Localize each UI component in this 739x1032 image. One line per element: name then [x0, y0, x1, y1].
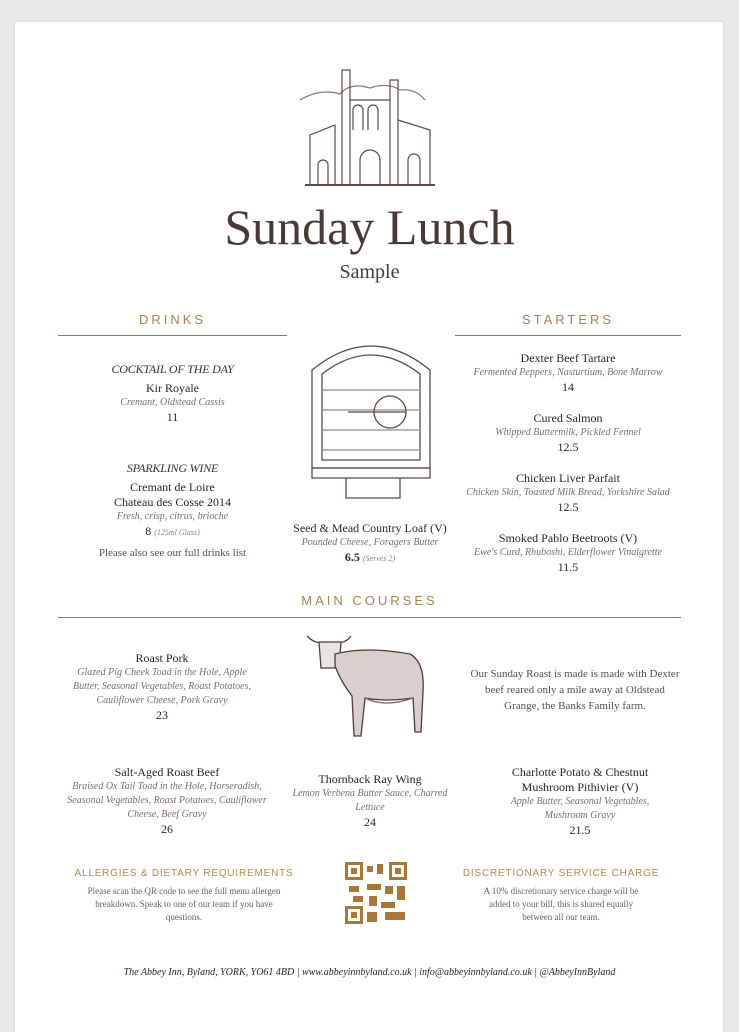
item-desc: Braised Ox Tail Toad in the Hole, Horseradish, Seasonal Vegetables, Roast Potatoes, Cauliflower Cheese, Beef Gravy [67, 781, 267, 820]
item-price: 26 [161, 822, 173, 836]
footer-contact: The Abbey Inn, Byland, YORK, YO61 4BD | www.abbeyinnbyland.co.uk | info@abbeyinnbyland.co.uk | @AbbeyInnByland [123, 967, 616, 978]
starter-item [450, 351, 686, 411]
page-title: Sunday Lunch [224, 199, 515, 255]
drinks-heading: DRINKS [138, 312, 207, 327]
item-name: Chicken Liver Parfait [516, 471, 620, 485]
starter-item [450, 471, 686, 531]
item-name-line2: Chateau des Cosse 2014 [114, 495, 231, 509]
item-price: 23 [156, 708, 168, 722]
starter-item [450, 531, 686, 591]
starter-item [450, 411, 686, 471]
item-price [58, 524, 287, 540]
price-value: 6.5 [344, 550, 360, 564]
item-price: 11.5 [557, 560, 579, 574]
page-subtitle: Sample [339, 261, 400, 283]
price-note: (Serves 2) [362, 554, 396, 563]
item-name: Roast Pork [135, 651, 189, 665]
category-label: SPARKLING WINE [126, 461, 219, 475]
main-ray-wing [280, 772, 460, 830]
item-price: 14 [562, 380, 574, 394]
item-desc: Whipped Buttermilk, Pickled Fennel [495, 427, 641, 438]
service-charge-block [448, 868, 674, 924]
item-name: Thornback Ray Wing [318, 772, 422, 786]
divider [58, 335, 287, 336]
abbey-ruin-illustration [290, 60, 442, 188]
item-name: Charlotte Potato & Chestnut Mushroom Pithivier (V) [511, 765, 649, 794]
item-name: Salt-Aged Roast Beef [114, 765, 220, 779]
item-price: 12.5 [557, 500, 579, 514]
starters-list [450, 351, 686, 591]
main-pithivier [500, 765, 660, 838]
item-desc: Apple Butter, Seasonal Vegetables, Mushroom Gravy [510, 796, 650, 821]
item-price: 24 [364, 815, 376, 829]
item-price [280, 550, 460, 566]
item-desc: Glazed Pig Cheek Toad in the Hole, Apple Butter, Seasonal Vegetables, Roast Potatoes, Cauliflower Cheese, Pork Gravy [72, 667, 252, 706]
item-name: Kir Royale [146, 381, 199, 395]
item-desc: Chicken Skin, Toasted Milk Bread, Yorkshire Salad [466, 487, 670, 498]
drinks-sparkling [58, 461, 287, 561]
item-desc: Fermented Peppers, Nasturtium, Bone Marrow [473, 367, 663, 378]
service-text: A 10% discretionary service charge will be added to your bill, this is shared equally between all our team. [483, 886, 639, 922]
item-price: 12.5 [557, 440, 579, 454]
item-name: Cured Salmon [533, 411, 603, 425]
item-desc: Pounded Cheese, Foragers Butter [301, 537, 439, 548]
category-label: COCKTAIL OF THE DAY [111, 362, 234, 376]
drinks-cocktail [58, 362, 287, 425]
drinks-note: Please also see our full drinks list [98, 547, 247, 559]
cow-illustration [305, 632, 431, 744]
item-name: Seed & Mead Country Loaf (V) [293, 521, 447, 535]
bread-oven-illustration [308, 330, 434, 502]
allergies-text: Please scan the QR code to see the full menu allergen breakdown. Speak to one of our team if you have questions. [87, 886, 281, 922]
starters-heading: STARTERS [521, 312, 615, 327]
item-name: Cremant de Loire [130, 480, 215, 494]
item-desc: Cremant, Oldstead Cassis [120, 397, 225, 408]
main-roast-pork [70, 651, 254, 723]
sunday-roast-note: Our Sunday Roast is made is made with Dexter beef reared only a mile away at Oldstead Grange, the Banks Family farm. [470, 668, 680, 712]
item-name: Smoked Pablo Beetroots (V) [498, 531, 638, 545]
item-price: 11 [166, 410, 179, 424]
divider [58, 617, 681, 618]
main-roast-beef [66, 765, 268, 837]
item-desc: Ewe's Curd, Rhuboshi, Elderflower Vinaigrette [474, 547, 662, 558]
service-heading: DISCRETIONARY SERVICE CHARGE [462, 868, 660, 879]
allergies-block [62, 868, 306, 924]
divider [455, 335, 681, 336]
item-desc: Lemon Verbena Butter Sauce, Charred Lettuce [292, 788, 448, 813]
qr-code[interactable] [345, 862, 407, 924]
mains-heading: MAIN COURSES [301, 593, 438, 608]
item-desc: Fresh, crisp, citrus, brioche [116, 511, 229, 522]
bread-item [280, 521, 460, 566]
item-name: Dexter Beef Tartare [520, 351, 616, 365]
price-value: 8 [145, 524, 152, 538]
item-price: 21.5 [569, 823, 591, 837]
price-note: (125ml Glass) [154, 528, 200, 537]
allergies-heading: ALLERGIES & DIETARY REQUIREMENTS [74, 868, 294, 879]
